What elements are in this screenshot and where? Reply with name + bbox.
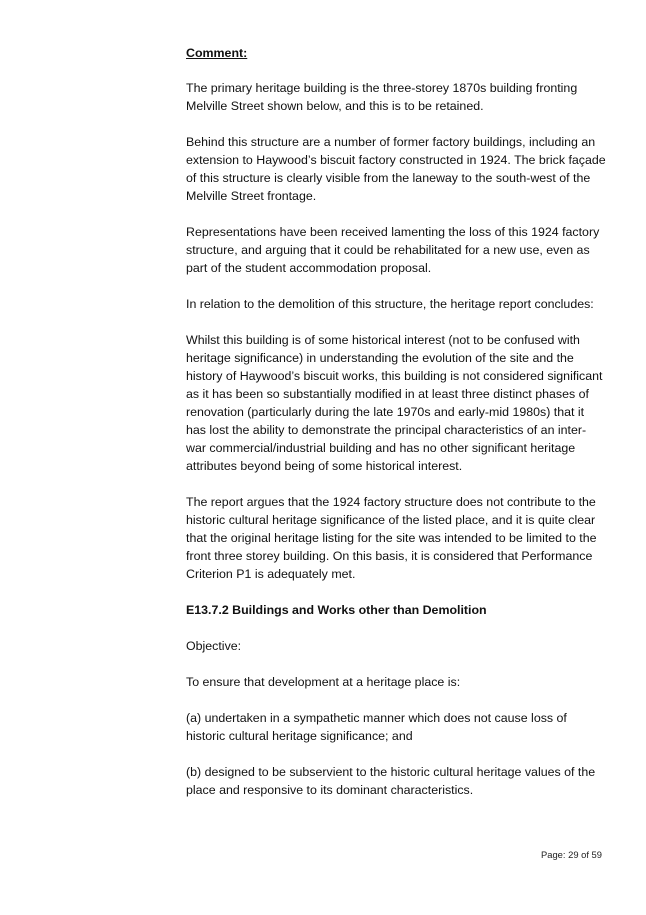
paragraph-heritage-report-quote: Whilst this building is of some historical interest (not to be confused with heritage significance) in understanding the evolution of the site and the history of Haywood’s biscuit works, this building is not considered significant as it has been so substantially modified in at least three distinct phases of renovation (particularly during the late 1970s and early-mid 1980s) that it has lost the ability to demonstrate the principal characteristics of an inter-war commercial/industrial building and has no other significant heritage attributes beyond being of some historical interest. xyxy=(186,333,603,473)
paragraph-objective-b: (b) designed to be subservient to the historic cultural heritage values of the place and responsive to its dominant characteristics. xyxy=(186,765,596,797)
page-number: Page: 29 of 59 xyxy=(541,849,602,860)
paragraph-demolition-intro: In relation to the demolition of this structure, the heritage report concludes: xyxy=(186,297,594,311)
paragraph-representations: Representations have been received lamenting the loss of this 1924 factory structure, and arguing that it could be rehabilitated for a new use, even as part of the student accommodation proposal. xyxy=(186,225,600,275)
document-body xyxy=(186,44,606,817)
paragraph-objective-a: (a) undertaken in a sympathetic manner which does not cause loss of historic cultural heritage significance; and xyxy=(186,711,567,743)
comment-heading: Comment: xyxy=(186,46,248,60)
paragraph-objective-label: Objective: xyxy=(186,639,242,653)
section-heading: E13.7.2 Buildings and Works other than Demolition xyxy=(186,603,487,617)
paragraph-factory-buildings: Behind this structure are a number of former factory buildings, including an extension to Haywood’s biscuit factory constructed in 1924. The brick façade of this structure is clearly visible from the laneway to the south-west of the Melville Street frontage. xyxy=(186,135,606,203)
paragraph-primary-heritage: The primary heritage building is the three-storey 1870s building fronting Melville Street shown below, and this is to be retained. xyxy=(186,81,578,113)
paragraph-objective-intro: To ensure that development at a heritage place is: xyxy=(186,675,461,689)
paragraph-report-argues: The report argues that the 1924 factory structure does not contribute to the historic cultural heritage significance of the listed place, and it is quite clear that the original heritage listing for the site was intended to be limited to the front three storey building. On this basis, it is considered that Performance Criterion P1 is adequately met. xyxy=(186,495,597,581)
